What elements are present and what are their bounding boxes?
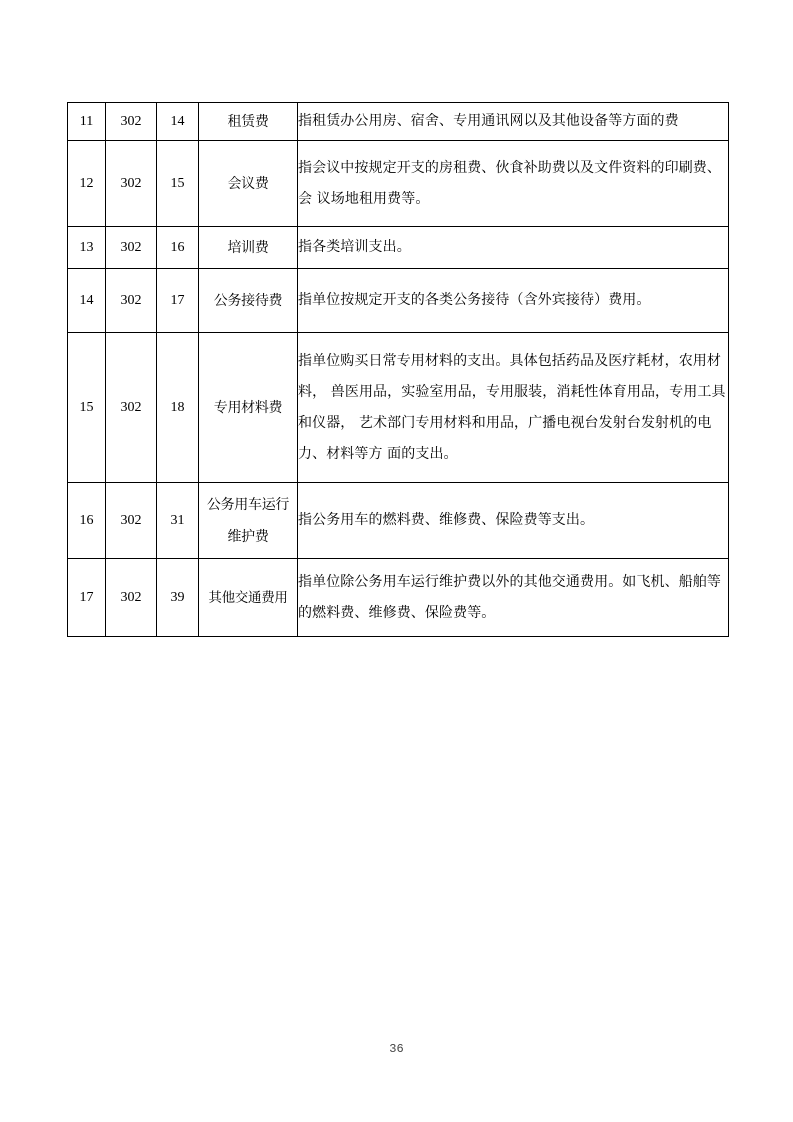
table-row	[68, 141, 729, 227]
item-code-cell: 14	[157, 103, 199, 141]
item-description-cell: 指各类培训支出。	[298, 227, 729, 269]
class-code-cell: 302	[106, 483, 157, 559]
class-code-cell: 302	[106, 333, 157, 483]
item-name-cell: 公务用车运行维护费	[199, 483, 298, 559]
expense-items-table	[67, 102, 729, 637]
item-code-cell: 31	[157, 483, 199, 559]
class-code-cell: 302	[106, 559, 157, 637]
item-name-cell: 专用材料费	[199, 333, 298, 483]
row-number-cell: 13	[68, 227, 106, 269]
table-row	[68, 333, 729, 483]
table-row	[68, 103, 729, 141]
item-code-cell: 39	[157, 559, 199, 637]
row-number-cell: 16	[68, 483, 106, 559]
item-description-cell: 指单位除公务用车运行维护费以外的其他交通费用。如飞机、船舶等的燃料费、维修费、保险费等。	[298, 559, 729, 637]
page-number: 36	[389, 1042, 404, 1056]
item-code-cell: 16	[157, 227, 199, 269]
class-code-cell: 302	[106, 269, 157, 333]
item-name-cell: 租赁费	[199, 103, 298, 141]
class-code-cell: 302	[106, 103, 157, 141]
row-number-cell: 15	[68, 333, 106, 483]
item-description-cell: 指租赁办公用房、宿舍、专用通讯网以及其他设备等方面的费	[298, 103, 729, 141]
class-code-cell: 302	[106, 227, 157, 269]
table-row	[68, 559, 729, 637]
item-description-cell: 指单位购买日常专用材料的支出。具体包括药品及医疗耗材，农用材料， 兽医用品，实验室用品，专用服装，消耗性体育用品，专用工具和仪器， 艺术部门专用材料和用品，广播电视台发射台发射机的电力、材料等方 面的支出。	[298, 333, 729, 483]
row-number-cell: 12	[68, 141, 106, 227]
table-row	[68, 483, 729, 559]
item-code-cell: 15	[157, 141, 199, 227]
item-name-cell: 公务接待费	[199, 269, 298, 333]
item-description-cell: 指公务用车的燃料费、维修费、保险费等支出。	[298, 483, 729, 559]
table-row	[68, 227, 729, 269]
item-description-cell: 指单位按规定开支的各类公务接待（含外宾接待）费用。	[298, 269, 729, 333]
table-row	[68, 269, 729, 333]
item-name-cell: 会议费	[199, 141, 298, 227]
item-name-cell: 其他交通费用	[199, 559, 298, 637]
row-number-cell: 11	[68, 103, 106, 141]
item-description-cell: 指会议中按规定开支的房租费、伙食补助费以及文件资料的印刷费、会 议场地租用费等。	[298, 141, 729, 227]
item-code-cell: 17	[157, 269, 199, 333]
row-number-cell: 14	[68, 269, 106, 333]
item-name-cell: 培训费	[199, 227, 298, 269]
item-code-cell: 18	[157, 333, 199, 483]
row-number-cell: 17	[68, 559, 106, 637]
class-code-cell: 302	[106, 141, 157, 227]
